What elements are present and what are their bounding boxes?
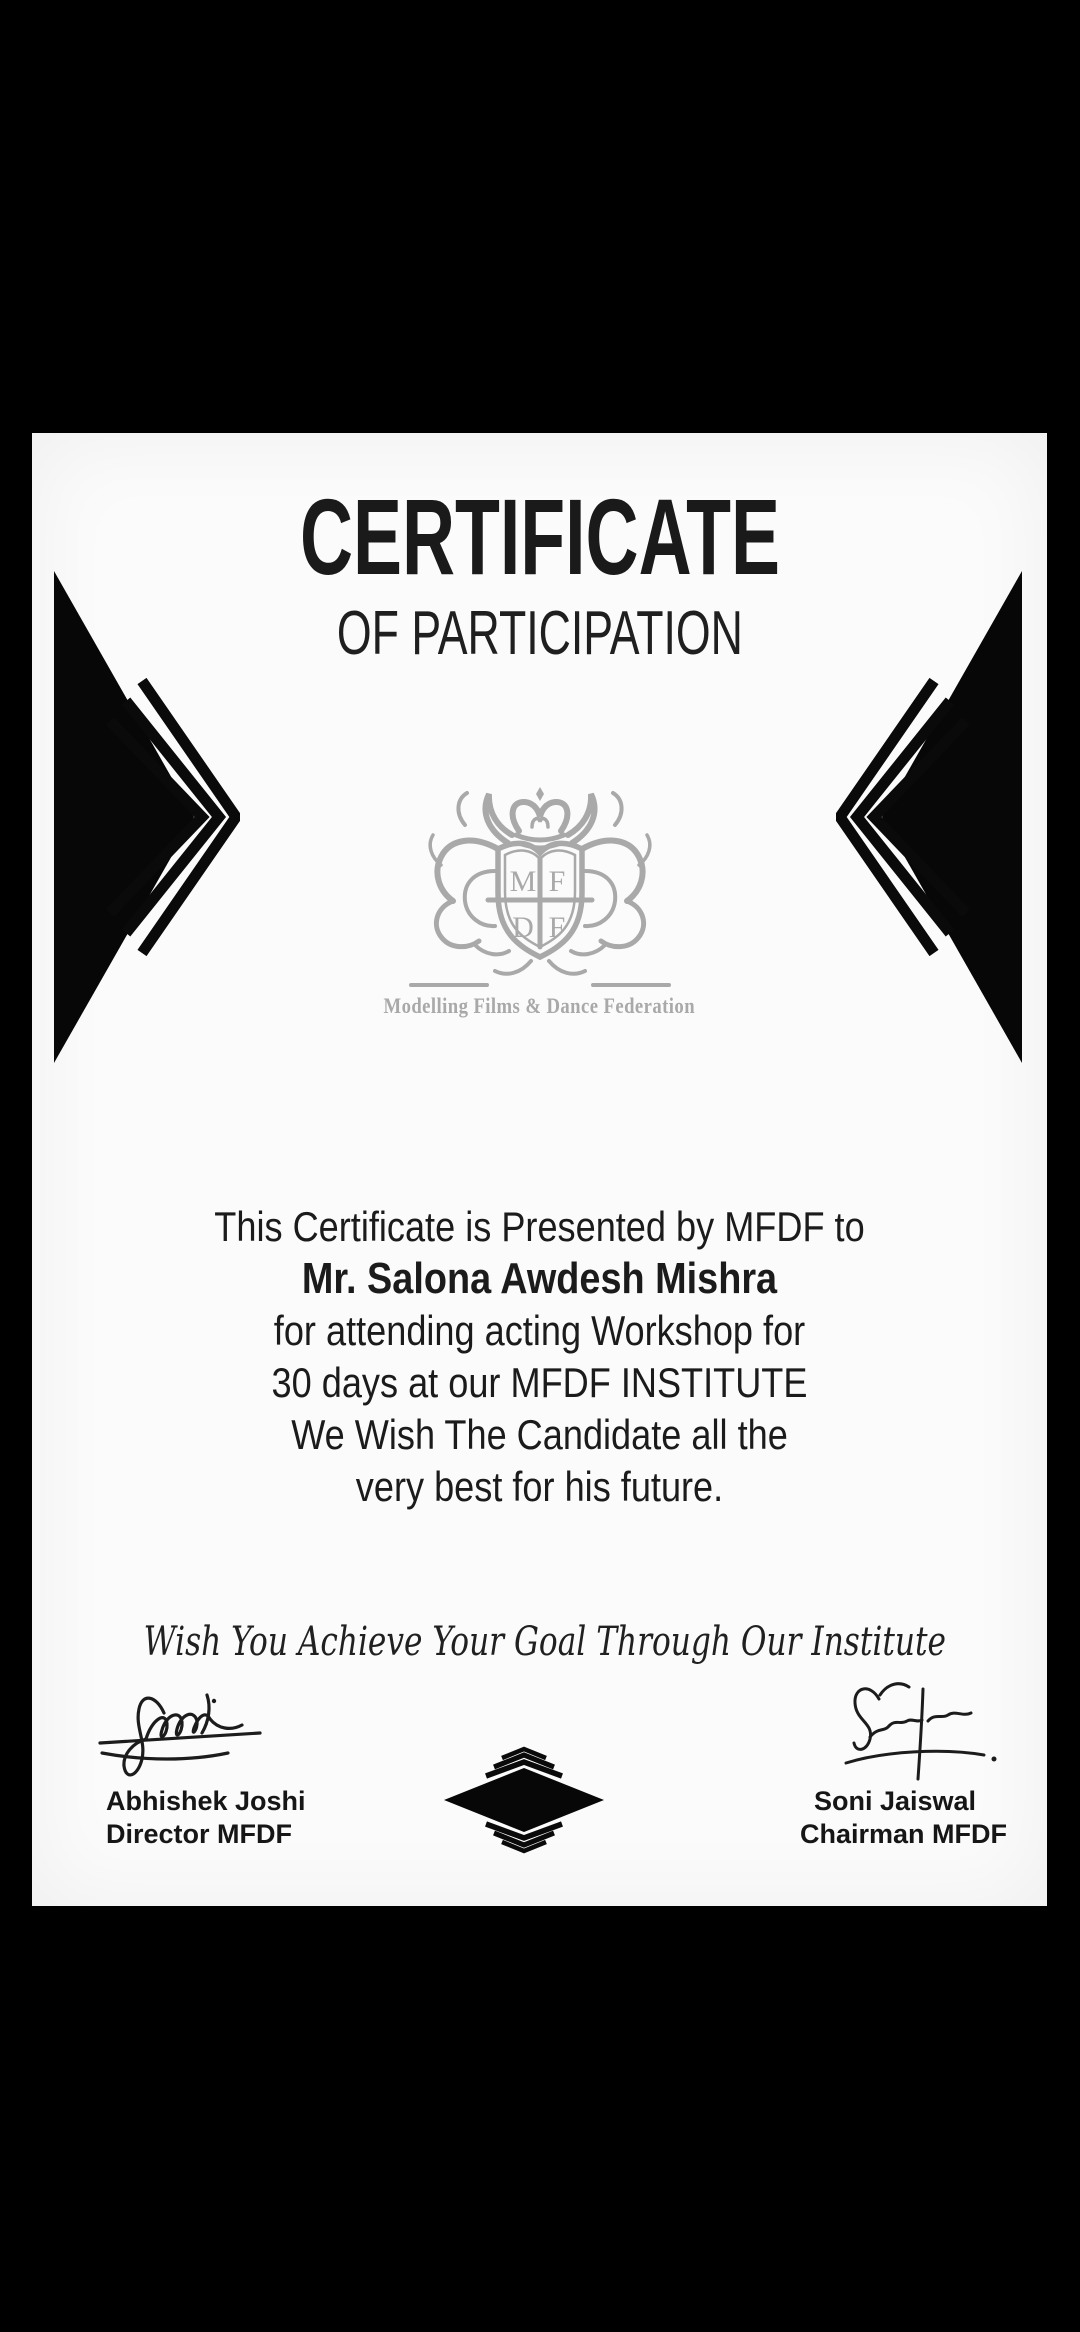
certificate-subtitle-text: OF PARTICIPATION [336, 599, 743, 668]
chairman-role: Chairman MFDF [800, 1819, 1008, 1849]
director-name: Abhishek Joshi [106, 1786, 306, 1816]
chairman-signature-block [800, 1785, 1008, 1851]
tagline-script-text: Wish You Achieve Your Goal Through Our Institute [143, 1619, 946, 1665]
mfdf-crest-logo-icon [405, 785, 675, 990]
monogram-letter-m: M [509, 865, 536, 898]
monogram-letter-f2: F [548, 911, 565, 944]
chairman-name: Soni Jaiswal [813, 1786, 977, 1816]
director-signature-scrawl-icon [90, 1679, 302, 1785]
recipient-name: Mr. Salona Awdesh Mishra [301, 1254, 778, 1303]
left-arrow-ornament-icon [54, 571, 240, 1063]
diamond-ornament-icon [444, 1743, 604, 1857]
body-line-1: This Certificate is Presented by MFDF to [214, 1203, 865, 1250]
monogram-letter-f1: F [548, 865, 565, 898]
body-line-6: very best for his future. [355, 1463, 724, 1510]
organization-name [32, 993, 1047, 1019]
organization-name-text: Modelling Films & Dance Federation [383, 993, 696, 1018]
director-role: Director MFDF [106, 1819, 293, 1849]
certificate-body [103, 1201, 976, 1513]
certificate-card [32, 433, 1047, 1906]
director-signature-block [106, 1785, 306, 1851]
chairman-signature-scrawl-icon [824, 1675, 1014, 1787]
body-line-4: 30 days at our MFDF INSTITUTE [271, 1359, 808, 1406]
right-arrow-ornament-icon [836, 571, 1022, 1063]
monogram-letter-d: D [511, 911, 534, 944]
body-line-3: for attending acting Workshop for [273, 1307, 806, 1354]
certificate-title-text: CERTIFICATE [299, 476, 780, 597]
body-line-5: We Wish The Candidate all the [291, 1411, 788, 1458]
